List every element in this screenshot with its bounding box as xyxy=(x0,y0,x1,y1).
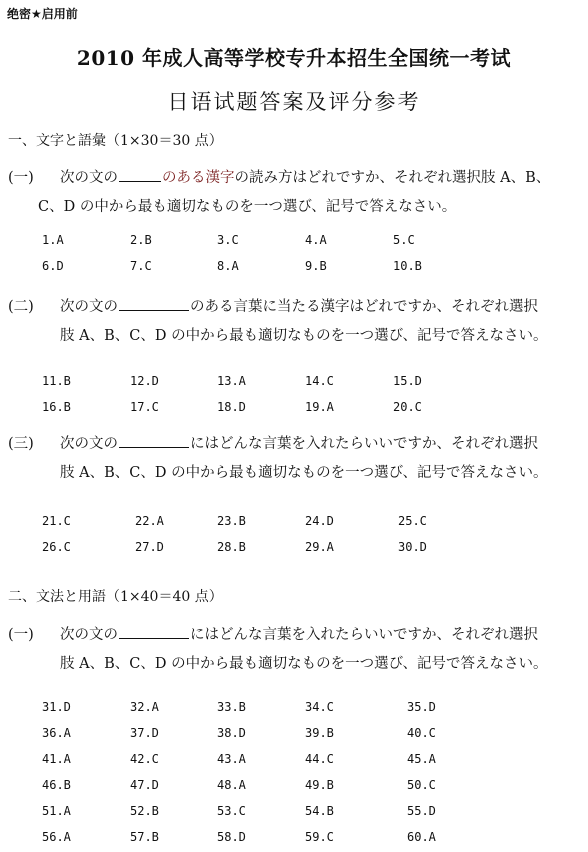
answer-item: 20.C xyxy=(393,400,422,414)
answer-item: 33.B xyxy=(217,700,246,714)
answer-item: 58.D xyxy=(217,830,246,844)
question-text: 次の文の xyxy=(60,170,118,186)
answer-item: 34.C xyxy=(305,700,334,714)
answer-item: 23.B xyxy=(217,514,246,528)
question-number: (二) xyxy=(8,299,34,315)
answer-item: 22.A xyxy=(135,514,164,528)
question-text: 次の文の xyxy=(60,627,118,643)
blank-underline xyxy=(119,180,161,182)
question-number: (一) xyxy=(8,170,34,186)
answer-item: 5.C xyxy=(393,233,415,247)
answer-item: 55.D xyxy=(407,804,436,818)
answer-item: 49.B xyxy=(305,778,334,792)
answer-item: 45.A xyxy=(407,752,436,766)
answer-item: 27.D xyxy=(135,540,164,554)
question-block-3 xyxy=(8,430,547,488)
question-text-line2: 肢 A、B、C、D の中から最も適切なものを一つ選び、記号で答えなさい。 xyxy=(60,656,548,672)
answer-item: 51.A xyxy=(42,804,71,818)
answer-item: 44.C xyxy=(305,752,334,766)
question-text: にはどんな言葉を入れたらいいですか、それぞれ選択 xyxy=(190,627,538,643)
answer-item: 7.C xyxy=(130,259,152,273)
question-text-line2: C、D の中から最も適切なものを一つ選び、記号で答えなさい。 xyxy=(38,199,457,215)
answer-item: 37.D xyxy=(130,726,159,740)
answer-item: 11.B xyxy=(42,374,71,388)
confidential-label: 绝密★启用前 xyxy=(7,7,78,21)
exam-title: 2010 年成人高等学校专升本招生全国统一考试 xyxy=(76,46,512,70)
section-heading-grammar: 二、文法と用語（1×40＝40 点） xyxy=(8,589,223,605)
question-text: 次の文の xyxy=(60,436,118,452)
answer-item: 21.C xyxy=(42,514,71,528)
answer-item: 43.A xyxy=(217,752,246,766)
answer-item: 38.D xyxy=(217,726,246,740)
answer-item: 26.C xyxy=(42,540,71,554)
answer-item: 2.B xyxy=(130,233,152,247)
answer-item: 12.D xyxy=(130,374,159,388)
answer-item: 52.B xyxy=(130,804,159,818)
answer-item: 13.A xyxy=(217,374,246,388)
answer-item: 54.B xyxy=(305,804,334,818)
answer-item: 50.C xyxy=(407,778,436,792)
answer-item: 17.C xyxy=(130,400,159,414)
answer-item: 15.D xyxy=(393,374,422,388)
question-block-4 xyxy=(8,621,547,679)
answer-item: 25.C xyxy=(398,514,427,528)
answer-item: 10.B xyxy=(393,259,422,273)
question-text: にはどんな言葉を入れたらいいですか、それぞれ選択 xyxy=(190,436,538,452)
section-heading-vocabulary: 一、文字と語彙（1×30＝30 点） xyxy=(8,133,223,149)
blank-underline xyxy=(119,446,189,448)
answer-item: 28.B xyxy=(217,540,246,554)
answer-item: 16.B xyxy=(42,400,71,414)
answer-item: 41.A xyxy=(42,752,71,766)
answer-item: 40.C xyxy=(407,726,436,740)
answer-item: 32.A xyxy=(130,700,159,714)
blank-underline xyxy=(119,637,189,639)
blank-underline xyxy=(119,309,189,311)
answer-item: 3.C xyxy=(217,233,239,247)
answer-item: 6.D xyxy=(42,259,64,273)
answer-item: 59.C xyxy=(305,830,334,844)
question-block-1 xyxy=(8,164,550,222)
question-text: の読み方はどれですか、それぞれ選択肢 A、B、 xyxy=(234,170,551,186)
question-text-line2: 肢 A、B、C、D の中から最も適切なものを一つ選び、記号で答えなさい。 xyxy=(60,328,548,344)
document-subtitle: 日语试题答案及评分参考 xyxy=(167,90,421,114)
question-text-line2: 肢 A、B、C、D の中から最も適切なものを一つ選び、記号で答えなさい。 xyxy=(60,465,548,481)
answer-item: 56.A xyxy=(42,830,71,844)
answer-item: 39.B xyxy=(305,726,334,740)
answer-item: 46.B xyxy=(42,778,71,792)
answer-item: 9.B xyxy=(305,259,327,273)
answer-item: 53.C xyxy=(217,804,246,818)
question-block-2 xyxy=(8,293,547,351)
answer-item: 60.A xyxy=(407,830,436,844)
answer-item: 47.D xyxy=(130,778,159,792)
answer-item: 48.A xyxy=(217,778,246,792)
answer-item: 18.D xyxy=(217,400,246,414)
answer-item: 19.A xyxy=(305,400,334,414)
answer-item: 29.A xyxy=(305,540,334,554)
question-text-highlight: のある漢字 xyxy=(162,170,235,186)
answer-item: 24.D xyxy=(305,514,334,528)
answer-item: 42.C xyxy=(130,752,159,766)
question-number: (一) xyxy=(8,627,34,643)
answer-item: 35.D xyxy=(407,700,436,714)
question-text: のある言葉に当たる漢字はどれですか、それぞれ選択 xyxy=(190,299,538,315)
answer-item: 8.A xyxy=(217,259,239,273)
question-text: 次の文の xyxy=(60,299,118,315)
answer-item: 30.D xyxy=(398,540,427,554)
answer-item: 4.A xyxy=(305,233,327,247)
answer-item: 57.B xyxy=(130,830,159,844)
answer-item: 31.D xyxy=(42,700,71,714)
answer-item: 36.A xyxy=(42,726,71,740)
question-number: (三) xyxy=(8,436,34,452)
answer-item: 1.A xyxy=(42,233,64,247)
answer-item: 14.C xyxy=(305,374,334,388)
